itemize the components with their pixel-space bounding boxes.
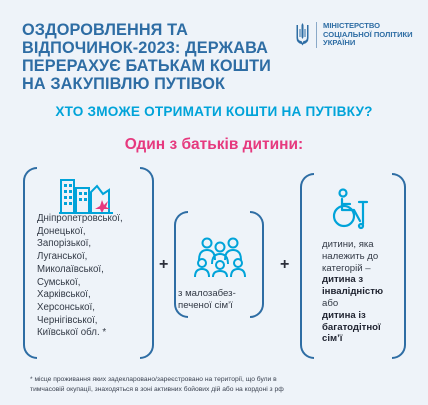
- region-item: Харківської,: [37, 289, 91, 301]
- child-category-text: дитини, яка належить до категорій – дитина з інвалідністю або дитина із багатодітної сім’ї: [322, 239, 384, 345]
- region-item: Херсонської,: [37, 301, 95, 313]
- damaged-buildings-icon: [59, 176, 115, 214]
- region-item: Сумської,: [37, 276, 81, 288]
- trident-icon: [295, 22, 310, 46]
- wheelchair-icon: [330, 188, 374, 230]
- ministry-name: МІНІСТЕРСТВО СОЦІАЛЬНОЇ ПОЛІТИКИ УКРАЇНИ: [316, 22, 413, 48]
- plus-sign: +: [159, 256, 169, 273]
- question-heading: ХТО ЗМОЖЕ ОТРИМАТИ КОШТИ НА ПУТІВКУ?: [55, 104, 373, 119]
- bracket-left-child: [300, 173, 314, 359]
- region-item: Луганської,: [37, 251, 88, 263]
- family-group-icon: [194, 236, 246, 278]
- subheading: Один з батьків дитини:: [124, 136, 304, 153]
- region-item: Запорізької,: [37, 238, 92, 250]
- region-item: Миколаївської,: [37, 263, 104, 275]
- bracket-left-regions: [23, 167, 37, 359]
- region-item: Чернігівської,: [37, 314, 98, 326]
- low-income-family-text: з малозабез- печеної сім’ї: [178, 288, 236, 311]
- region-item: Дніпропетровської,: [37, 213, 123, 224]
- region-item: Київської обл. *: [37, 327, 107, 339]
- region-item: Донецької,: [37, 225, 86, 237]
- plus-sign: +: [280, 256, 290, 273]
- regions-list: [37, 213, 149, 340]
- footnote: * місце проживання яких задекларовано/зареєстровано на території, що були в тимчасовій окупації, знаходяться в зоні активних бойових дій або на кордоні з рф: [30, 376, 284, 393]
- headline: ОЗДОРОВЛЕННЯ ТА ВІДПОЧИНОК-2023: ДЕРЖАВА ПЕРЕРАХУЄ БАТЬКАМ КОШТИ НА ЗАКУПІВЛЮ ПУТІВОК: [22, 21, 271, 93]
- ministry-logo: [295, 22, 413, 48]
